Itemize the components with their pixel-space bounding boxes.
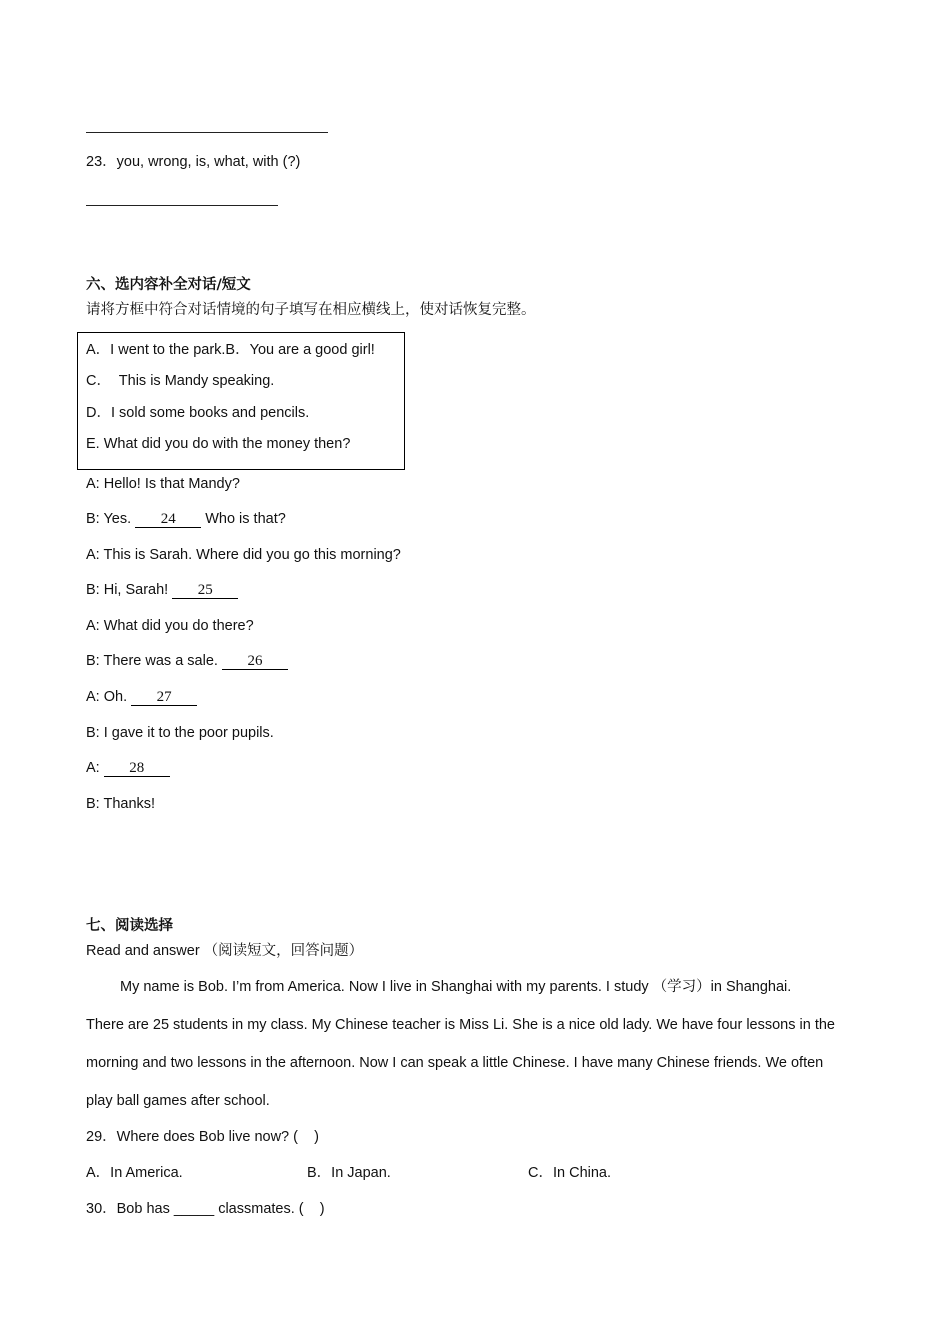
dialogue-text: B: Hi, Sarah!: [86, 582, 173, 598]
passage-line-2: There are 25 students in my class. My Chinese teacher is Miss Li. She is a nice old lady. We have four lessons in the: [86, 1017, 835, 1033]
dialogue-line-8: [86, 724, 274, 742]
dialogue-text: A: Hello! Is that Mandy?: [86, 476, 240, 492]
dialogue-line-3: [86, 546, 401, 564]
dialogue-text: Who is that?: [201, 511, 286, 527]
dialogue-text: A: Oh.: [86, 689, 132, 705]
passage-line-3: morning and two lessons in the afternoon. Now I can speak a little Chinese. I have many Chinese friends. We often: [86, 1055, 824, 1071]
option-e: E. What did you do with the money then?: [86, 436, 351, 452]
section-6-instruction: 请将方框中符合对话情境的句子填写在相应横线上，使对话恢复完整。: [86, 302, 536, 318]
dialogue-line-6: [86, 652, 288, 670]
dialogue-text: A: What did you do there?: [86, 618, 254, 634]
section-7-heading: 七、阅读选择: [86, 918, 173, 934]
dialogue-line-10: [86, 795, 155, 813]
answer-line-23[interactable]: [86, 205, 278, 206]
dialogue-text: A: This is Sarah. Where did you go this morning?: [86, 547, 401, 563]
section-6-heading: 六、选内容补全对话/短文: [86, 277, 251, 293]
dialogue-line-2: [86, 510, 286, 528]
option-d: D．I sold some books and pencils.: [86, 405, 310, 421]
blank-28[interactable]: 28: [104, 760, 170, 777]
q29-option-c[interactable]: C．In China.: [528, 1165, 612, 1181]
dialogue-line-7: [86, 688, 197, 706]
answer-line-22[interactable]: [86, 132, 328, 133]
dialogue-text: B: Yes.: [86, 511, 136, 527]
passage-line-1: My name is Bob. I’m from America. Now I live in Shanghai with my parents. I study （学习）in Shanghai.: [120, 979, 792, 995]
dialogue-line-5: [86, 617, 254, 635]
dialogue-line-9: [86, 759, 170, 777]
q29-option-b[interactable]: B．In Japan.: [307, 1165, 391, 1181]
blank-26[interactable]: 26: [222, 653, 288, 670]
dialogue-line-1: [86, 475, 240, 493]
blank-25[interactable]: 25: [172, 582, 238, 599]
section-7-instruction: Read and answer （阅读短文，回答问题）: [86, 943, 364, 959]
dialogue-text: B: There was a sale.: [86, 653, 222, 669]
passage-line-4: play ball games after school.: [86, 1093, 270, 1109]
q29-option-a[interactable]: A．In America.: [86, 1165, 183, 1181]
blank-24[interactable]: 24: [135, 511, 201, 528]
dialogue-text: A:: [86, 760, 104, 776]
question-29: 29．Where does Bob live now? ( ): [86, 1129, 319, 1145]
blank-27[interactable]: 27: [131, 689, 197, 706]
option-a-b: A．I went to the park.B．You are a good girl!: [86, 342, 375, 358]
dialogue-line-4: [86, 581, 238, 599]
question-23: 23．you, wrong, is, what, with (?): [86, 154, 301, 170]
option-c: C． This is Mandy speaking.: [86, 373, 275, 389]
dialogue-text: B: Thanks!: [86, 796, 156, 812]
question-30: 30．Bob has _____ classmates. ( ): [86, 1201, 325, 1217]
dialogue-text: B: I gave it to the poor pupils.: [86, 725, 274, 741]
